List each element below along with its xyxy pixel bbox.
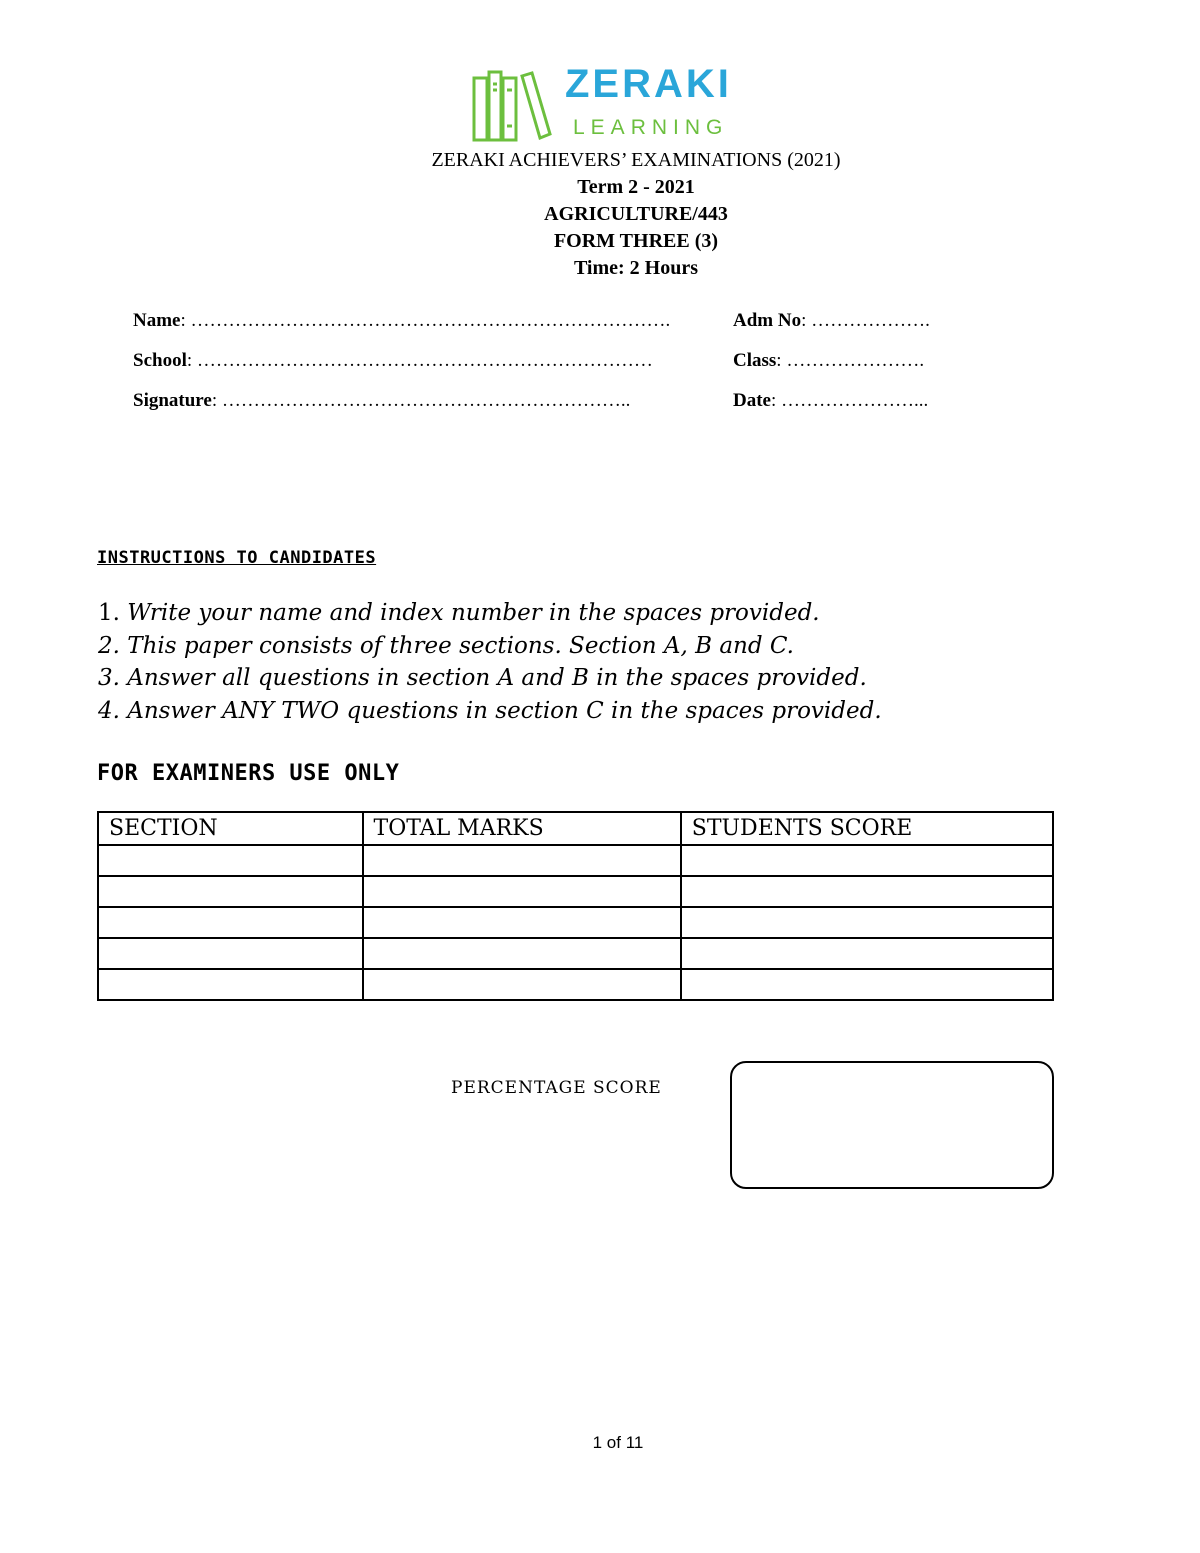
instructions-heading: INSTRUCTIONS TO CANDIDATES (97, 548, 377, 568)
class-label: Class (733, 350, 777, 371)
name-label: Name (133, 310, 181, 331)
column-header-section: SECTION (98, 812, 363, 845)
table-cell[interactable] (98, 876, 363, 907)
table-row (98, 938, 1053, 969)
exam-subject: AGRICULTURE/443 (544, 203, 728, 225)
column-header-total-marks: TOTAL MARKS (363, 812, 681, 845)
date-dots: : …………………... (770, 390, 929, 411)
column-header-students-score: STUDENTS SCORE (681, 812, 1053, 845)
instruction-item (98, 630, 882, 663)
table-cell[interactable] (681, 969, 1053, 1000)
exam-term: Term 2 - 2021 (577, 176, 695, 198)
adm-no-field[interactable] (733, 310, 930, 332)
table-row (98, 845, 1053, 876)
class-dots: : …………………. (776, 350, 925, 371)
table-cell[interactable] (681, 938, 1053, 969)
table-cell[interactable] (681, 845, 1053, 876)
instructions-list (98, 597, 882, 727)
instruction-number: 1. (98, 600, 120, 626)
examiners-table (97, 811, 1054, 1001)
exam-title: ZERAKI ACHIEVERS’ EXAMINATIONS (2021) (431, 149, 841, 171)
table-row (98, 907, 1053, 938)
exam-form: FORM THREE (3) (553, 230, 719, 252)
percentage-score-label: PERCENTAGE SCORE (451, 1078, 662, 1098)
signature-label: Signature (133, 390, 212, 411)
examiners-heading: FOR EXAMINERS USE ONLY (97, 761, 400, 786)
instruction-text: This paper consists of three sections. Section A, B and C. (119, 632, 794, 659)
adm-no-dots: : ………………. (801, 310, 930, 331)
table-cell[interactable] (681, 907, 1053, 938)
table-cell[interactable] (363, 845, 681, 876)
table-header-row (98, 812, 1053, 845)
signature-dots: : ……………………………………………………….. (211, 390, 631, 411)
exam-time: Time: 2 Hours (573, 257, 699, 279)
adm-no-label: Adm No (733, 310, 802, 331)
table-cell[interactable] (98, 845, 363, 876)
signature-field[interactable] (133, 390, 630, 412)
table-cell[interactable] (98, 907, 363, 938)
zeraki-logo (470, 62, 760, 144)
school-field[interactable] (133, 350, 653, 372)
instruction-item (98, 597, 882, 630)
table-cell[interactable] (98, 938, 363, 969)
date-field[interactable] (733, 390, 928, 412)
instruction-text: Answer all questions in section A and B in the spaces provided. (119, 665, 867, 691)
table-cell[interactable] (363, 969, 681, 1000)
logo-brand-text: ZERAKI (565, 62, 732, 106)
instruction-text: Write your name and index number in the spaces provided. (119, 600, 820, 626)
table-cell[interactable] (363, 938, 681, 969)
table-cell[interactable] (363, 907, 681, 938)
table-cell[interactable] (681, 876, 1053, 907)
exam-header (0, 147, 1200, 282)
instruction-item (98, 695, 882, 728)
class-field[interactable] (733, 350, 924, 372)
school-dots: : ……………………………………………………………… (186, 350, 653, 371)
page-number: 1 of 11 (592, 1433, 644, 1452)
table-cell[interactable] (363, 876, 681, 907)
instruction-number: 2. (98, 632, 120, 659)
name-dots: : …………………………………………………………………. (180, 310, 671, 331)
table-row (98, 876, 1053, 907)
instruction-item (98, 662, 882, 695)
logo-sub-text: LEARNING (573, 116, 729, 139)
instruction-number: 3. (98, 665, 120, 691)
name-field[interactable] (133, 310, 670, 332)
table-row (98, 969, 1053, 1000)
instruction-number: 4. (98, 697, 120, 724)
instruction-text: Answer ANY TWO questions in section C in the spaces provided. (119, 697, 882, 724)
school-label: School (133, 350, 187, 371)
date-label: Date (733, 390, 771, 411)
table-cell[interactable] (98, 969, 363, 1000)
percentage-score-box[interactable] (730, 1061, 1054, 1189)
books-icon (470, 68, 554, 144)
